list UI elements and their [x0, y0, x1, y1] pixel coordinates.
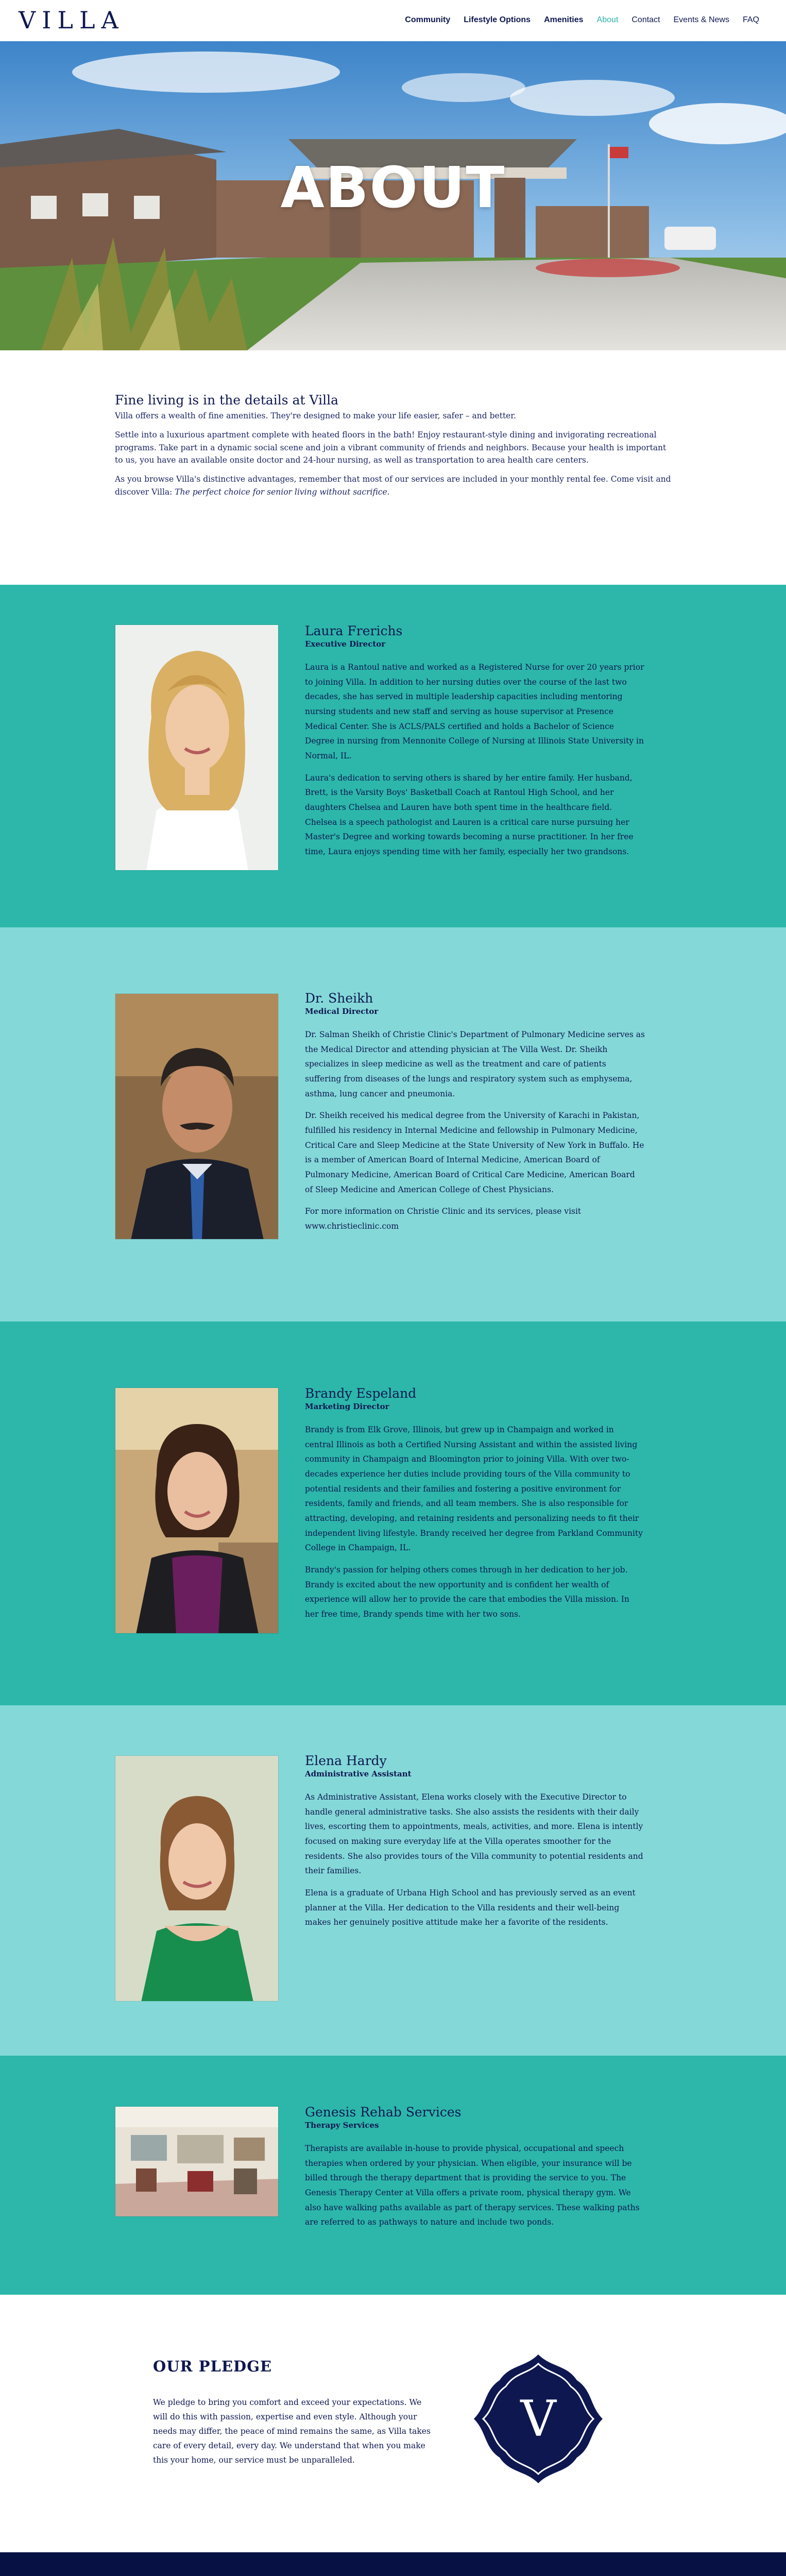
- pledge-heading: OUR PLEDGE: [153, 2358, 272, 2375]
- nav-lifestyle-options[interactable]: Lifestyle Options: [464, 15, 531, 24]
- intro-paragraph-1: Villa offers a wealth of fine amenities. They're designed to make your life easier, safer – and better.: [115, 411, 516, 420]
- pledge-text: We pledge to bring you comfort and exceed your expectations. We will do this with passion, expertise and even style. Although your needs may differ, the peace of mind remains the same, as Villa takes care of every detail, every day. We understand that when you make this your home, our service must be unparalleled.: [153, 2398, 431, 2465]
- bio-paragraph: Laura's dedication to serving others is shared by her entire family. Her husband, Brett, is the Varsity Boys' Basketball Coach at Rantoul High School, and her daughters Chelsea and Lauren have both spent time in the healthcare field. Chelsea is a speech pathologist and Lauren is a critical care nurse pursuing her Master's Degree and working towards becoming a nurse practitioner. In her free time, Laura enjoys spending time with her family, especially her two grandsons.: [305, 773, 634, 857]
- bio-paragraph: Brandy is from Elk Grove, Illinois, but grew up in Champaign and worked in central Illinois as both a Certified Nursing Assistant and within the assisted living community in Champaign and Bloomington prior to joining Villa. With over two-decades experience her duties include providing tours of the Villa community to potential residents and their families and fostering a positive environment for residents, family and friends, and all team members. She is also responsible for attracting, developing, and retaining residents and personalizing needs to fit their independent living lifestyle. Brandy received her degree from Parkland Community College in Champaign, IL.: [305, 1425, 643, 1553]
- site-header: [0, 0, 786, 41]
- staff-section-laura: [0, 585, 786, 927]
- staff-name: Brandy Espeland: [305, 1386, 417, 1401]
- logo[interactable]: VILLA: [19, 6, 125, 34]
- bio-elena: [305, 1753, 645, 1937]
- nav-amenities[interactable]: Amenities: [544, 15, 584, 24]
- main-nav: [391, 15, 759, 25]
- intro-paragraph-2: Settle into a luxurious apartment complete with heated floors in the bath! Enjoy restaurant-style dining and invigorating recreational programs. Take part in a dynamic social scene and join a vibrant community of friends and neighbors. Because your health is important to us, you have an available onsite doctor and 24-hour nursing, as well as transportation to area health care centers.: [115, 430, 667, 465]
- site-footer: [0, 2552, 786, 2576]
- portrait-sheikh: [115, 993, 279, 1240]
- intro-heading: Fine living is in the details at Villa: [115, 393, 338, 408]
- nav-community[interactable]: Community: [405, 15, 451, 24]
- bio-paragraph: Dr. Sheikh received his medical degree from the University of Karachi in Pakistan, fulfilled his residency in Internal Medicine and fellowship in Pulmonary Medicine, Critical Care and Sleep Medicine at the State University of New York in Buffalo. He is a member of American Board of Internal Medicine, American Board of Pulmonary Medicine, American Board of Critical Care Medicine, American Board of Sleep Medicine and American College of Chest Physicians.: [305, 1111, 644, 1194]
- staff-name: Elena Hardy: [305, 1753, 387, 1768]
- portrait-laura: [115, 624, 279, 871]
- bio-paragraph: For more information on Christie Clinic and its services, please visit www.christieclinic.com: [305, 1207, 582, 1231]
- nav-contact[interactable]: Contact: [631, 15, 660, 24]
- bio-paragraph: Dr. Salman Sheikh of Christie Clinic's Department of Pulmonary Medicine serves as the Medical Director and attending physician at The Villa West. Dr. Sheikh specializes in sleep medicine as well as the treatment and care of patients suffering from diseases of the lungs and respiratory system such as emphysema, asthma, lung cancer and pneumonia.: [305, 1030, 645, 1098]
- staff-section-brandy: [0, 1321, 786, 1705]
- bio-paragraph: Brandy's passion for helping others comes through in her dedication to her job. Brandy is excited about the new opportunity and is confident her wealth of experience will allow her to provide the care that embodies the Villa mission. In her free time, Brandy spends time with her two sons.: [305, 1565, 629, 1619]
- bio-paragraph: Therapists are available in-house to provide physical, occupational and speech therapies when ordered by your physician. When eligible, your insurance will be billed through the therapy department that is providing the service to you. The Genesis Therapy Center at Villa offers a private room, physical therapy gym. We also have walking paths available as part of therapy services. These walking paths are referred to as pathways to nature and include two ponds.: [305, 2144, 640, 2227]
- villa-emblem-icon: [474, 2354, 603, 2483]
- intro-tagline: The perfect choice for senior living without sacrifice.: [175, 487, 390, 497]
- bio-paragraph: As Administrative Assistant, Elena works closely with the Executive Director to handle general administrative tasks. She also assists the residents with their daily lives, escorting them to appointments, meals, activities, and more. Elena is intently focused on making sure everyday life at the Villa operates smoother for the residents. She also provides tours of the Villa community to potential residents and their families.: [305, 1792, 643, 1876]
- emblem-letter: V: [520, 2390, 556, 2448]
- hero-title: ABOUT: [280, 155, 506, 221]
- intro-paragraph-3-text: As you browse Villa's distinctive advantages, remember that most of our services are included in your monthly rental fee. Come visit and discover Villa:: [115, 474, 671, 497]
- intro-section: [0, 350, 786, 585]
- staff-role: Executive Director: [305, 639, 386, 649]
- staff-role: Therapy Services: [305, 2121, 379, 2130]
- staff-name: Genesis Rehab Services: [305, 2105, 462, 2120]
- bio-paragraph: Elena is a graduate of Urbana High School and has previously served as an event planner at the Villa. Her dedication to the Villa residents and their well-being makes her genuinely positive attitude make her a favorite of the residents.: [305, 1888, 636, 1927]
- villa-emblem: [474, 2354, 603, 2485]
- pledge-section: [0, 2295, 786, 2552]
- portrait-brandy: [115, 1387, 279, 1634]
- photo-therapy-center: [115, 2106, 279, 2217]
- nav-about[interactable]: About: [596, 15, 619, 24]
- bio-brandy: [305, 1386, 645, 1629]
- hero-banner: [0, 41, 786, 350]
- nav-events-news[interactable]: Events & News: [673, 15, 729, 24]
- nav-faq[interactable]: FAQ: [742, 15, 759, 24]
- intro-paragraph-3: [115, 473, 671, 499]
- staff-section-elena: [0, 1705, 786, 2056]
- portrait-elena: [115, 1755, 279, 2002]
- staff-role: Administrative Assistant: [305, 1769, 412, 1778]
- bio-sheikh: [305, 991, 645, 1241]
- bio-paragraph: Laura is a Rantoul native and worked as a Registered Nurse for over 20 years prior to joining Villa. In addition to her nursing duties over the course of the last two decades, she has served in multiple leadership capacities including mentoring nursing students and new staff and serving as house supervisor at Presence Medical Center. She is ACLS/PALS certified and holds a Bachelor of Science Degree in nursing from Mennonite College of Nursing at Illinois State University in Normal, IL.: [305, 663, 644, 761]
- staff-section-genesis: [0, 2056, 786, 2295]
- bio-laura: [305, 623, 645, 867]
- staff-name: Laura Frerichs: [305, 623, 403, 638]
- bio-genesis: [305, 2105, 645, 2237]
- staff-role: Marketing Director: [305, 1402, 389, 1411]
- staff-role: Medical Director: [305, 1007, 379, 1016]
- staff-section-sheikh: [0, 927, 786, 1321]
- staff-name: Dr. Sheikh: [305, 991, 373, 1006]
